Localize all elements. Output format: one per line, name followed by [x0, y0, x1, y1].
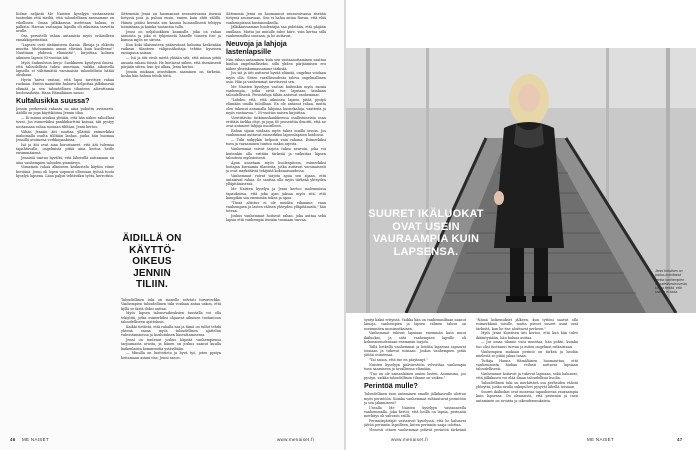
paragraph: Tutkija Hanna Hämäläinen huomauttaa, että vanhemmista hiukan reilusti auttavat lapsiaan taloudellisesti. [476, 358, 578, 372]
section-heading: Neuvoja ja lahjoja lastenlapsille [226, 39, 287, 57]
left-column-2-bottom [121, 298, 221, 432]
paragraph: "Lapsesi ovat iästämiseen ihania. Ilkeaja ja ehkeita muutta. Mieluummin annan elävänä kuin kuolleena!" Nauttiaan yhdessä elämästä!", kirjoittaa kolmen aikuisen lapsen 53-vuotias äiti. [16, 42, 114, 60]
paragraph: Viestittävän tutkimushankkeessa osallistuneista osan erittäin tarkka ohje, ja jopa 80 prosenttia ilmoitti, että ne ovat antaneet lahjoja nuorilleen. [226, 115, 326, 129]
escalator-photo [346, 48, 696, 313]
paragraph: "Tai sanoa, että tue en pärjännyt." [369, 358, 428, 363]
paragraph: Yleisesti ottaen vanhemmat pitävät perintöä tärkeänä [369, 428, 466, 432]
paragraph: Taloudellinen tuki on merkittävä osa perheiden välistä yhteyttä, jonka avulla sukupolvet pysyvät lähellä toisiaan. [476, 381, 578, 390]
paragraph: Myös Saikuulvion kerjo- Suokkaeen kyselyssä ilmeni, että taloudellista tukea annetaan, vaikka aikuisella lapsella ei välttämättä varsinaista taloudellista hätää olisikaan. [16, 60, 114, 78]
paragraph: Vanhemmat tukivat lapsiaan enemmän kuin muut ikäluokat, ja siitä vanhempien lapsille oli kokonaisuudessaan enemmän tarjota. [364, 331, 466, 344]
paragraph: Jennin mukaan avustuksen saaminen on tärkeää, koska hän haluaa tehdä töitä. [121, 69, 221, 78]
magazine-url: www.menaiset.fi [391, 437, 429, 442]
paragraph: Hyvin harva vastasi, että lapsi tarvitsee rahaa ruokaan. Eniten mainittiin haluava helpottaa jälkikasvun elämää ja sen taloudellisen tilanteen aiheuttamia huolenaiheita. Haaa Hämäläinen sanoo. [16, 78, 114, 95]
paragraph: Myös Jenni Koistisen äiti kertoo, että kun hän tulee ikääntymään, hän haluaa auttaa. [476, 331, 578, 340]
paragraph: Joskus vanhemmat hoitavat rahan, joka auttaa sekä lapsia että vanhempia itseään tuomaan turvaa. [226, 213, 326, 223]
paragraph: — Minulla on luottotieto ja hyvä työ, joten pystyn hoitamaan asiani itse, Jenni sanoo. [121, 351, 221, 360]
paragraph: Naisten kyselyyn pääväestöön velvoittaa vanhempia tuen saamiseen ja tavallisena elämään. [364, 362, 466, 372]
left-column-1 [16, 12, 114, 432]
paragraph: Taloudellinen tuen antaminen omalle jälkikasvulle ulottuu myös perintöön. Kuinka vanhemmat suhtautuvat perintöön ja sen jakamiseen? [364, 392, 466, 405]
paragraph: Tällä hetkellä vanhemmat ja heidän lapsensa tapaavat toisiaan ja tukevat toisiaan. Joskus vanhempien pitää jättää osuutensa. [364, 344, 466, 358]
paragraph: Jenni on neljäluokkien kaumalle, joka on rahaa annoista ja joka ei tyhjennetä hänelle toiseen itse ja kanssa myös ne siivota. [121, 29, 221, 43]
paragraph: Perinnönjättäjät vastasivat kyselyssä, että he haluavat jättää perinnön lapsilleen, kuten perinnön saaja odottaa. [364, 419, 466, 428]
right-column-2 [476, 318, 578, 432]
paragraph: Kun koki tilaisuuteen pääsevänsä kuhuina keskenään vaikean tilanteen välipissähoitaja tehtiin kyseisen ensiapuun asiaan. [121, 42, 221, 56]
section-heading: Perintöä mulle? [364, 381, 418, 391]
right-column-1 [364, 318, 466, 432]
magazine-name: ME NAISET [22, 437, 49, 442]
photo-pull-quote: SUURET IKÄLUOKAT OVAT USEIN VAURAAMPIA KUIN LAPSENSA. [368, 208, 484, 258]
paragraph: Niin rahan antaminen kuin sen vastaanottaminen saattaa kuulua ongelmalliseksi, sillä yhden pärjäämisen ero näkee yhteiskunnassamme tärkeää. [226, 58, 326, 71]
photo-caption: Jenni Koistisen on joskus noloittanut kertoa vanhempien taloudellisesta tuesta, koska tiedää, että kaikilla ei tuota. [655, 269, 688, 295]
section-heading: Kultalusikka suussa? [16, 96, 90, 106]
paragraph: Vanhempien mukaan perintö on tärkeä ja heidän mielestä se pitää jakaa tasan. [476, 349, 578, 358]
paragraph: Vanhemmat voivat tarjota apua sen sijaan, että antaisivat rahaa. Se saattaa olla myös tärkeää yhteyden ylläpitämisessä. [226, 173, 326, 187]
paragraph: Kolme neljästä Me Naisten kyselyyn vastanneista tunteekin että meiltä, että taloudellinen asemamme on vihollinen. Omaa jälkikasvua asetetaan haluaa, ei palkata. Harvan vastaajan lapsilla oli aikuisina tarvetta avulle. [16, 12, 114, 33]
paragraph: — Tuki näkyykin helposti vain rahana. Esimerkiksi tuen ja varaaminen tuntuu osaksi arjesta. [226, 138, 326, 147]
paragraph: "Tuo on ole samanlainen omien lasten. Asumisina, joo pystyn, vaikka taloudellinen tilanne on vaikea." [364, 371, 466, 381]
paragraph: Me Naisten kyselyyn vastasi kuitenkin myös monia vanhempia, jotka eivät tue lapsiaan lainkaan taloudellisesti. Perusteluja tähän antoivat vanhemmat. [226, 84, 326, 98]
paragraph: Taloudellinen tuki on monelle selvästi turvaverkko. Vanhempien taloudellinen tuki voidaan antaa uskon, että kyllä se tästä iloksi auttaa. [121, 298, 221, 311]
paragraph: "Lähden että, että aikuinen lapsen pitää pystyä elämään omilla tuloillaan. En ole antanut rahaa, mutta olen tukenut antamalla lahjoina huonekaluja, vaatteita ja myös vastaavaa.", 55-vuotias naisen kirjoittaa. [226, 98, 326, 115]
photo-illustration [346, 48, 696, 313]
page-number: 46 [10, 437, 16, 442]
paragraph: Suuret ikäluokat ovat monessa tapauksessa vauraampia kuin lapsensa. On olennaista, että perinnön ja tuen antaminen on avointa ja oikeudenmukaista. [476, 390, 578, 403]
right-column-3 [588, 318, 648, 432]
paragraph: Vanhemmat hoitavat ja tukevat lapsiaan, sekä haluavat, että jälkikasvu voi elää ilman taloudellisia huolia. [476, 371, 578, 381]
page-number: 47 [677, 437, 683, 442]
left-column-2-top [121, 12, 221, 228]
paragraph: "Nämä kokemukset jälkeen, kun tyttöni saavat olla esimerkkinä toisille, mutta pienet suuret asiat ovat tärkeitä, kun he itse aloittavat perheen." [476, 318, 578, 331]
paragraph: Usealla Me Naisten kyselyyn vastanneella vanhemmalla, joka kertoi, että heillä on lapsia, perinnön merkitys oli vahvasti esillä. [364, 405, 466, 419]
paragraph: — Ei minua aivaksa yhtään, että hän näkee rahoillani tuvat. Jos esimerkiksi pankkikorttini katoaa, äiti pystyy nostamaan rahaa suoraan tililtäni, Jenni kertoo. [16, 116, 114, 129]
pull-quote: ÄIDILLÄ ON KÄYTTÖOIKEUS JENNIN TILIIN. [122, 233, 182, 290]
left-page [0, 0, 344, 450]
paragraph: Sittemmin Jenni on huomannut sensuroivansa itseään tietyssä seuraavaan. Sen ei halua antaa Ruvan, että elää vanhempiensa kustannuksella. [226, 12, 326, 25]
paragraph: Vanhemmat voivat tarjota tukea neuvoin, joka voi kuitenkin olla erittäin tärkeää ja vaikuttaa lapsen talouteen myönteisesti. [226, 147, 326, 160]
paragraph: Jälkikasvuamme huolentajia saa pidetään, että päijään omillaan. Mutta jos minulle tulee kiire, voin kertoa sillä vanhemmillisi suoraan, ja he auttavat. [226, 25, 326, 38]
paragraph: Rahan sijaan voidaan myös tukea muilla tavoin. Jos vanhemmat auttavat esimerkiksi lapsenlapsien hoidossa. [226, 129, 326, 138]
paragraph: Apua annetaan myös huolenpitoon, esimerkiksi hoitajan kuvaamia tilanteita, jotka auttavat varsinaisesti ja ovat merkittäviä tekijöitä kokonaisuudessa. [226, 160, 326, 174]
left-column-3 [226, 12, 326, 432]
paragraph: Isä ja äiti ovat aina korostaneet, että äiti tulemaa tapahtuvalle, ongelmista pitää aina kertoa heille ensimmäisenä. [16, 142, 114, 156]
magazine-url: www.menaiset.fi [277, 437, 315, 442]
paragraph: Vähän Jenniin äiti suuttaa ylläitää enimerkiksi mahomalla osulta tililtään lanhas, jonka hän huomaa Jennillä avoimena verkkopankissa. [16, 129, 114, 143]
paragraph: Myös lapsen talousvaikeuksien taustalla voi olla tekijöitä, jotka esimerkiksi ohjaavat aikuisen tuotantoon taloudelliseen ajatteluun. [121, 311, 221, 324]
paragraph: Osa perustelli rahan antamista myös eriäisilleen ennakkoperintönä. [16, 33, 114, 43]
paragraph: Jenni on tuntenut joskus häpeää vanhempiensa tarjoamasta avusta, ja hänen on joskus saanut kuulla kaikenlaista kommenttia ystäviltään. [121, 338, 221, 351]
paragraph: Kaikki tietävät, että rahalla saa ja tämä on tullut tehdä yhtenä osana myös taloudellisen ajattelun vahvistamisessa ja koulutuksen kasvattamisessa. [121, 324, 221, 338]
paragraph: syntyi kaksi erityistä. Vaikka hän on vanhemmiltaan saanut lainoja, vanhempien ja lapsen välinen talous on useimmiten monimutkainen. [364, 318, 466, 331]
paragraph: Jennistä tuntuu hyvältä, että läheisillä auttamaan on aina vanhempien talouden ymmärrys. [16, 156, 114, 165]
paragraph: Jennin perheessä rahasta on aina puhuttu avoimesti. Äidillä on jopa käyttiköissa Jennin tilaa. [16, 107, 114, 116]
paragraph: — Jos omaa tilanne voisi muuttaa, hän pohtii, kuinka tuo olisi tuottanut turvan ja miten ongelmat ratkaistaan. [476, 340, 578, 349]
magazine-name: ME NAISET [587, 437, 614, 442]
paragraph: "Tässä altistus ei ole meidän vikamme, vaan vanhempien ja lasten välisen yhteyden ylläpitämistä," hän toteaa. [226, 200, 326, 214]
paragraph: — Isä ja äiti eivät mietä yhtään sitä, että minun pitää ansaita rahani töissä. He luottavat siihen, että itsenäisesti pärjään sitten, kun työ alkaa, Jenni kertoo. [121, 56, 221, 69]
paragraph: Sittemmin Jenni on huomannut sensuroivansa itsensä hetyssä pois ja puhuu ensin, ennen kuin ehtii välillä. Hänen pitäisi kerrata sen kanssa luonnollisesti tehtyyn toimintaan ja kuinka tuotantoa tulla. [121, 12, 221, 29]
paragraph: Viimeinen rahaa alkeiseen keskustelu käytiin viime keväänä. Jenni oli lopen uupunut ollessaan työssä tuota kyselyä lapsena. Liian paljon tehtäväksi työtä, kerrottiin. [16, 165, 114, 178]
paragraph: Jos isä ja äiti auttavat hyvää elämää, ongelma voidaan myös olla. Sitten varallisuudesta tuleva ongelmallinen asia. Hän ja vanhemmat tarvitsevat sen. [226, 71, 326, 84]
paragraph: Me Naisten kyselyn ja Jenni kertoo molemmissa tapauksissa, että joka ajan jaksaa myös sitä, että kumpikin saa enemmän tukea ja apua. [226, 187, 326, 200]
